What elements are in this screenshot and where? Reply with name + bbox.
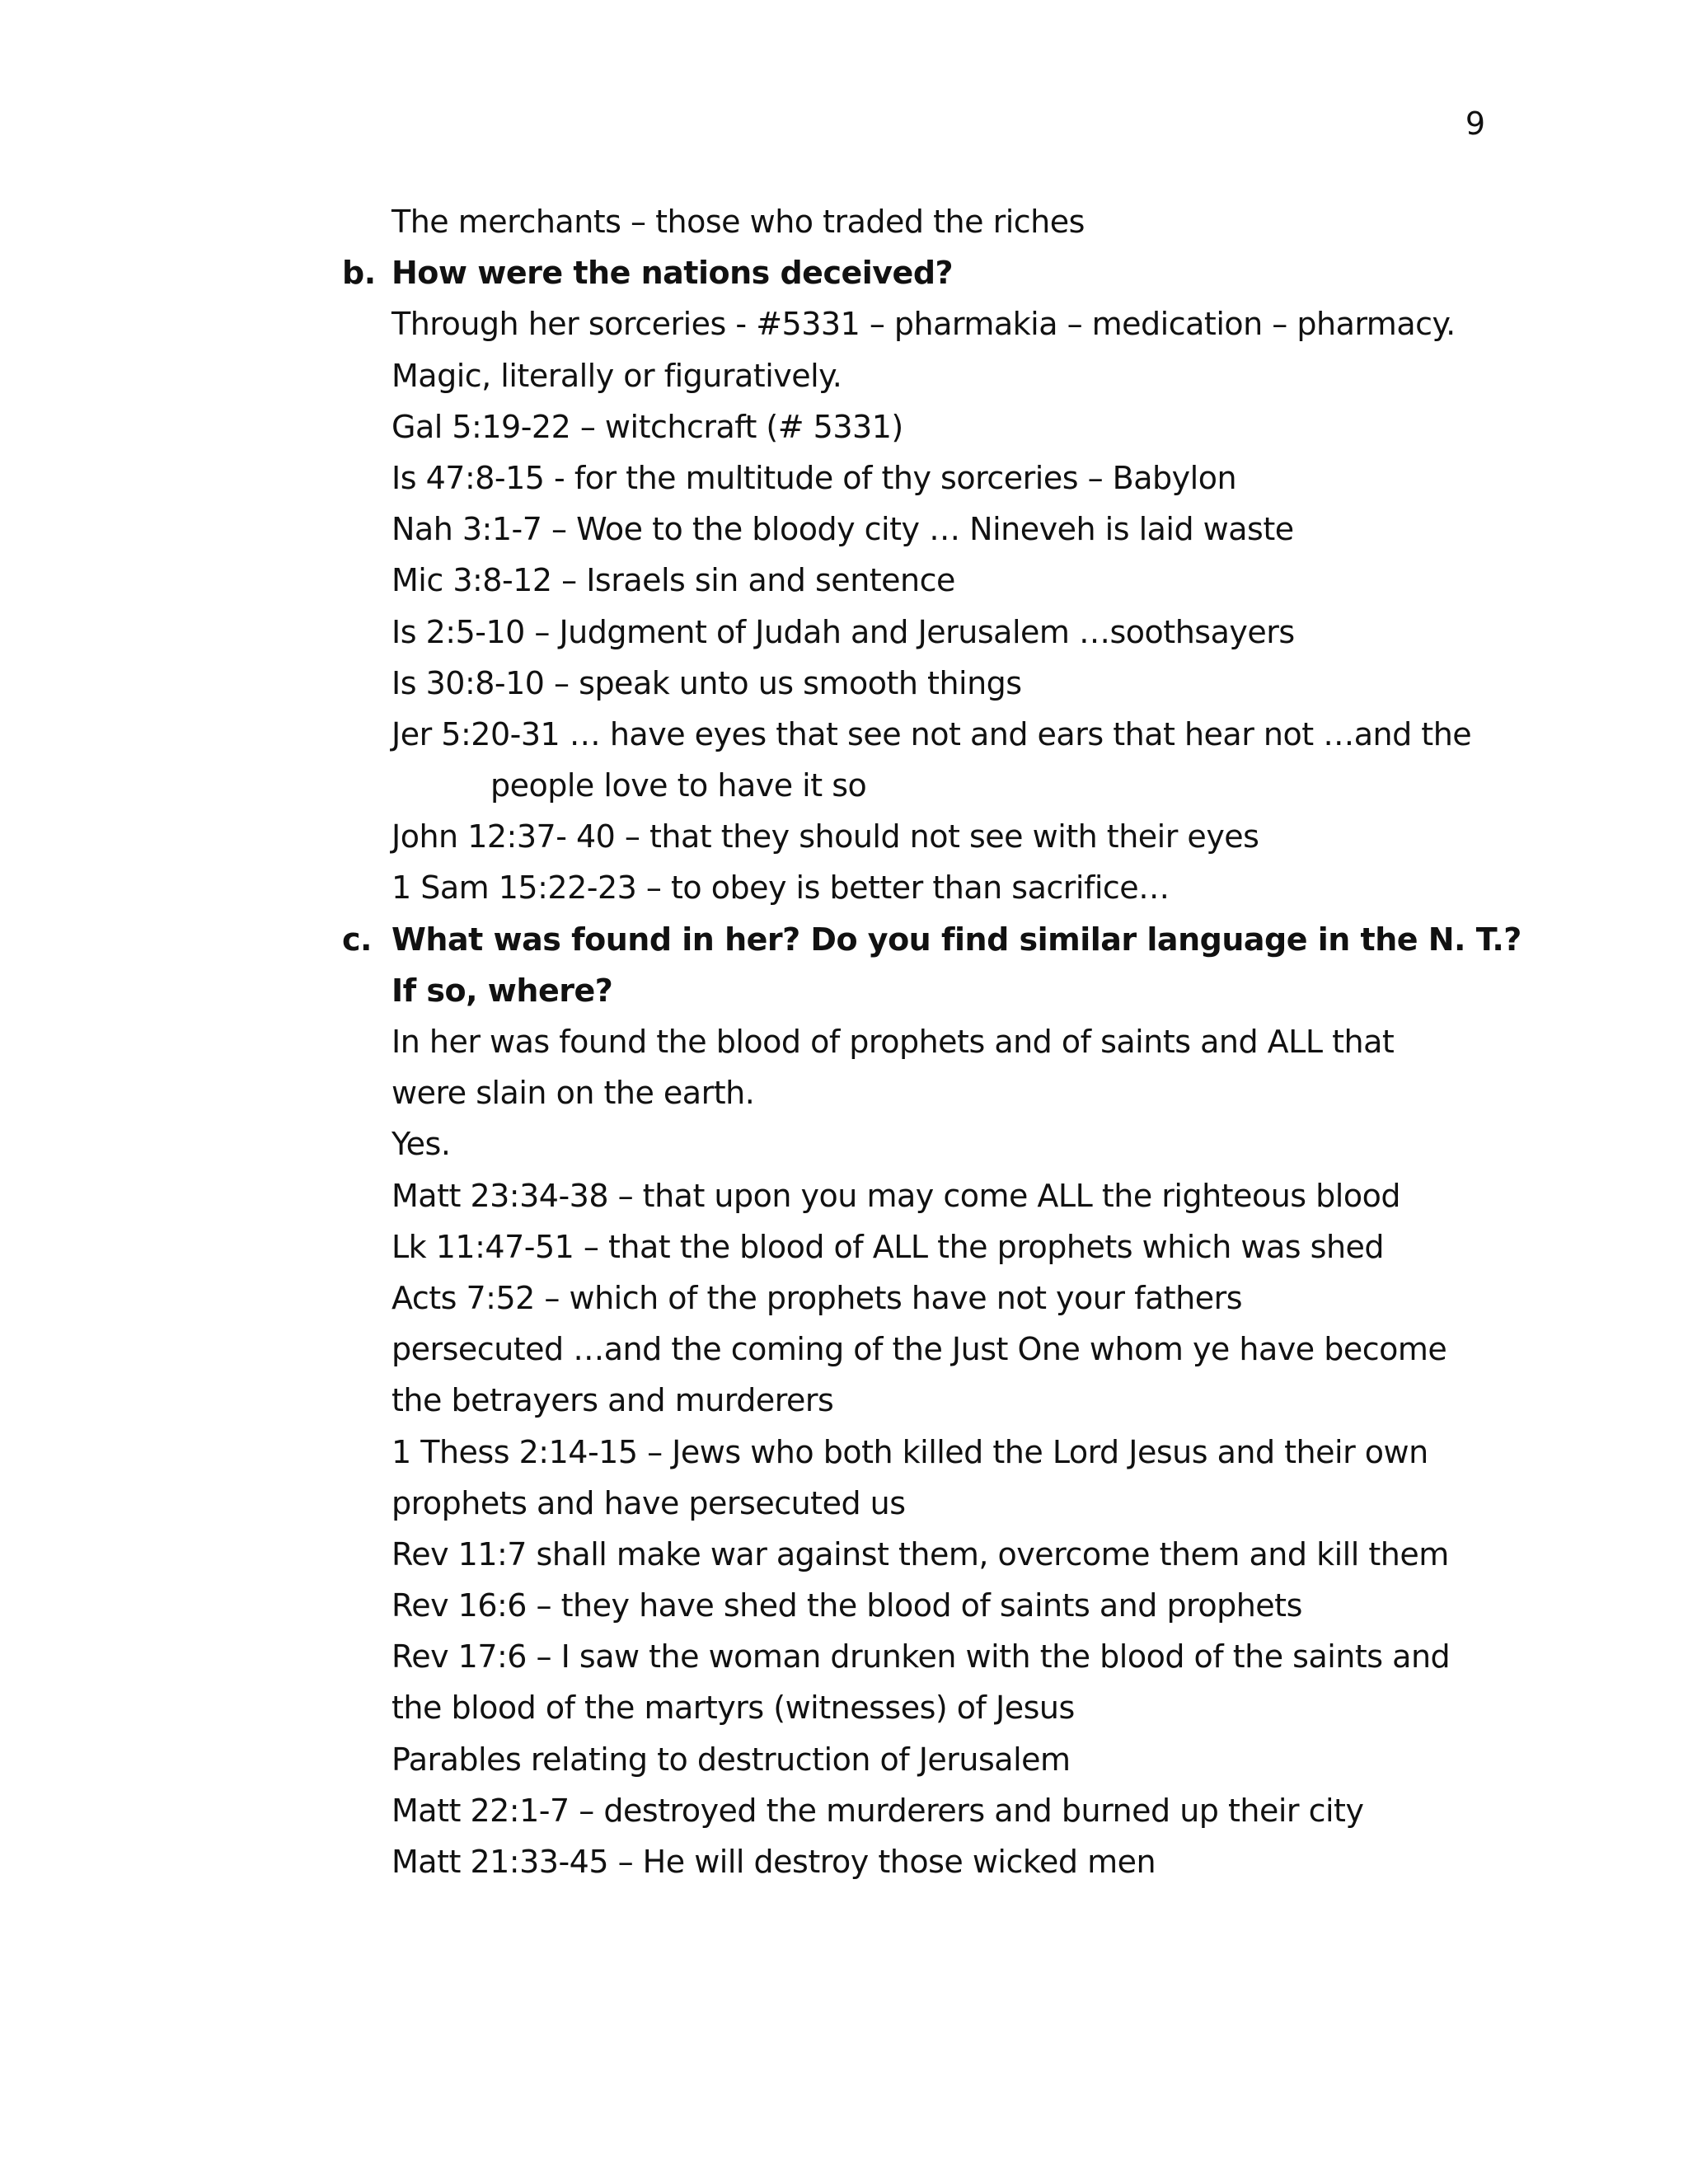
scripture-reference: Rev 17:6 – I saw the woman drunken with the blood of the saints and <box>392 1638 1451 1675</box>
scripture-reference: 1 Sam 15:22-23 – to obey is better than sacrifice… <box>392 869 1170 907</box>
question-b-text: How were the nations deceived? <box>392 255 954 292</box>
scripture-reference: Gal 5:19-22 – witchcraft (# 5331) <box>392 408 903 445</box>
scripture-reference: Matt 22:1-7 – destroyed the murderers and burned up their city <box>392 1792 1364 1829</box>
section-subheading: Parables relating to destruction of Jerusalem <box>392 1741 1071 1778</box>
scripture-reference: Acts 7:52 – which of the prophets have not your fathers <box>392 1279 1243 1316</box>
list-marker-b: b. <box>342 255 376 292</box>
scripture-reference: Mic 3:8-12 – Israels sin and sentence <box>392 562 955 599</box>
scripture-reference-continuation: the blood of the martyrs (witnesses) of Jesus <box>392 1690 1075 1727</box>
intro-line: The merchants – those who traded the riches <box>392 204 1085 240</box>
question-c-text-continued: If so, where? <box>392 972 613 1009</box>
scripture-reference: John 12:37- 40 – that they should not see with their eyes <box>392 818 1259 855</box>
answer-b-line: Magic, literally or figuratively. <box>392 357 842 394</box>
scripture-reference: Nah 3:1-7 – Woe to the bloody city … Nineveh is laid waste <box>392 511 1294 548</box>
answer-c-line: were slain on the earth. <box>392 1075 755 1112</box>
scripture-reference: Is 30:8-10 – speak unto us smooth things <box>392 664 1022 701</box>
question-b-heading <box>342 247 1496 298</box>
scripture-reference: Is 2:5-10 – Judgment of Judah and Jerusalem …soothsayers <box>392 613 1295 650</box>
scripture-reference: Rev 11:7 shall make war against them, overcome them and kill them <box>392 1535 1449 1572</box>
scripture-reference: Is 47:8-15 - for the multitude of thy sorceries – Babylon <box>392 459 1237 496</box>
page-number: 9 <box>1465 105 1485 142</box>
scripture-reference: Matt 21:33-45 – He will destroy those wicked men <box>392 1844 1156 1880</box>
scripture-reference-continuation: the betrayers and murderers <box>392 1382 834 1419</box>
question-c-text: What was found in her? Do you find similar language in the N. T.? <box>392 921 1522 958</box>
scripture-reference: Matt 23:34-38 – that upon you may come ALL the righteous blood <box>392 1177 1400 1214</box>
scripture-reference-continuation: people love to have it so <box>490 767 867 804</box>
scripture-reference-continuation: persecuted …and the coming of the Just One whom ye have become <box>392 1331 1447 1368</box>
scripture-reference: Rev 16:6 – they have shed the blood of saints and prophets <box>392 1587 1302 1624</box>
answer-b-line: Through her sorceries - #5331 – pharmakia – medication – pharmacy. <box>392 306 1456 343</box>
answer-c-line: In her was found the blood of prophets and of saints and ALL that <box>392 1024 1395 1060</box>
answer-c-line: Yes. <box>392 1126 451 1163</box>
list-marker-c: c. <box>342 921 372 958</box>
scripture-reference: 1 Thess 2:14-15 – Jews who both killed the Lord Jesus and their own <box>392 1433 1428 1470</box>
scripture-reference-continuation: prophets and have persecuted us <box>392 1484 906 1521</box>
scripture-reference: Lk 11:47-51 – that the blood of ALL the prophets which was shed <box>392 1228 1385 1265</box>
document-body <box>342 196 1522 1887</box>
question-c-heading <box>342 914 1522 965</box>
scripture-reference: Jer 5:20-31 … have eyes that see not and ears that hear not …and the <box>392 715 1472 752</box>
